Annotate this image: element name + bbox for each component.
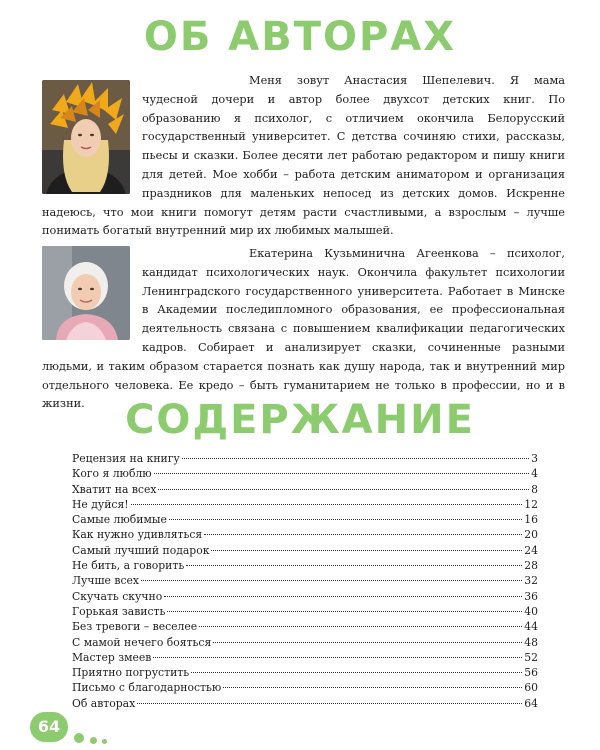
toc-leader-dots xyxy=(154,464,529,474)
page-number-badge: 64 xyxy=(30,712,68,742)
toc-leader-dots xyxy=(153,648,522,658)
toc-entry-page: 56 xyxy=(524,666,538,680)
toc-leader-dots xyxy=(141,571,522,581)
decorative-dot xyxy=(102,739,107,744)
toc-entry-page: 12 xyxy=(524,497,538,511)
toc-leader-dots xyxy=(191,663,522,673)
toc-leader-dots xyxy=(164,587,522,597)
decorative-dot xyxy=(90,737,97,744)
toc-entry-title: Самый лучший подарок xyxy=(72,543,210,557)
toc-entry-title: Письмо с благодарностью xyxy=(72,681,222,695)
toc-leader-dots xyxy=(204,525,522,535)
toc-entry-page: 4 xyxy=(531,467,538,481)
toc-entry-title: Скучать скучно xyxy=(72,589,163,603)
contents-heading: СОДЕРЖАНИЕ xyxy=(125,397,475,443)
toc-entry-title: Приятно погрустить xyxy=(72,666,190,680)
toc-leader-dots xyxy=(169,510,522,520)
toc-entry-title: Как нужно удивляться xyxy=(72,528,203,542)
toc-leader-dots xyxy=(186,556,522,566)
toc-entry-page: 40 xyxy=(524,604,538,618)
toc-entry-title: Мастер змеев xyxy=(72,650,152,664)
table-of-contents xyxy=(72,451,538,711)
toc-entry-title: Хватит на всех xyxy=(72,482,157,496)
toc-leader-dots xyxy=(199,617,522,627)
toc-entry-page: 36 xyxy=(524,589,538,603)
toc-entry-page: 20 xyxy=(524,528,538,542)
toc-entry-title: Самые любимые xyxy=(72,513,167,527)
toc-leader-dots xyxy=(182,449,529,459)
toc-entry-title: Не бить, а говорить xyxy=(72,559,185,573)
toc-entry-page: 60 xyxy=(524,681,538,695)
toc-entry-page: 8 xyxy=(531,482,538,496)
toc-leader-dots xyxy=(213,633,522,643)
author-bio-ageenkova: Екатерина Кузьминична Агеенкова – психолог, кандидат психологических наук. Окончила факультет психологии Ленинградского государственного университета. Работает в Минске в Академии последипломного образования, ее профессиональная деятельность связана с повышением квалификации педагогических кадров. Собирает и анализирует сказки, сочиненные разными людьми, и таким образом старается познать как душу народа, так и внутренний мир отдельного человека. Ее кредо – быть гуманитарием не только в профессии, но и в жизни. xyxy=(42,247,565,411)
toc-entry-page: 48 xyxy=(524,635,538,649)
toc-entry-title: Об авторах xyxy=(72,696,136,710)
toc-entry-title: Рецензия на книгу xyxy=(72,452,180,465)
toc-entry-page: 16 xyxy=(524,513,538,527)
toc-entry-title: Горькая зависть xyxy=(72,604,166,618)
about-authors-heading: ОБ АВТОРАХ xyxy=(143,14,457,60)
author-bio-shepelevich: Меня зовут Анастасия Шепелевич. Я мама чудесной дочери и автор более двухсот детских книг. По образованию я психолог, с отличием окончила Белорусский государственный университет. С детства сочиняю стихи, рассказы, пьесы и сказки. Более десяти лет работаю редактором и пишу книги для детей. Мое хобби – работа детским аниматором и организация праздников для маленьких непосед из детских домов. Искренне надеюсь, что мои книги помогут детям расти счастливыми, а взрослым – лучше понимать богатый внутренний мир их любимых малышей. xyxy=(42,74,565,238)
toc-entry-title: Кого я люблю xyxy=(72,467,152,481)
toc-entry-page: 52 xyxy=(524,650,538,664)
toc-leader-dots xyxy=(137,694,522,704)
toc-entry-page: 3 xyxy=(531,452,538,465)
decorative-dot xyxy=(74,733,84,743)
toc-entry-page: 24 xyxy=(524,543,538,557)
toc-leader-dots xyxy=(158,480,529,490)
toc-leader-dots xyxy=(167,602,522,612)
toc-entry-title: Не дуйся! xyxy=(72,497,129,511)
toc-entry-page: 28 xyxy=(524,559,538,573)
toc-entry-page: 32 xyxy=(524,574,538,588)
toc-entry-page: 44 xyxy=(524,620,538,634)
toc-entry xyxy=(72,696,538,711)
toc-entry-title: С мамой нечего бояться xyxy=(72,635,212,649)
toc-entry-title: Без тревоги – веселее xyxy=(72,620,198,634)
toc-leader-dots xyxy=(223,678,522,688)
toc-entry-page: 64 xyxy=(524,696,538,710)
toc-leader-dots xyxy=(131,495,523,505)
toc-leader-dots xyxy=(211,541,522,551)
toc-entry-title: Лучше всех xyxy=(72,574,139,588)
